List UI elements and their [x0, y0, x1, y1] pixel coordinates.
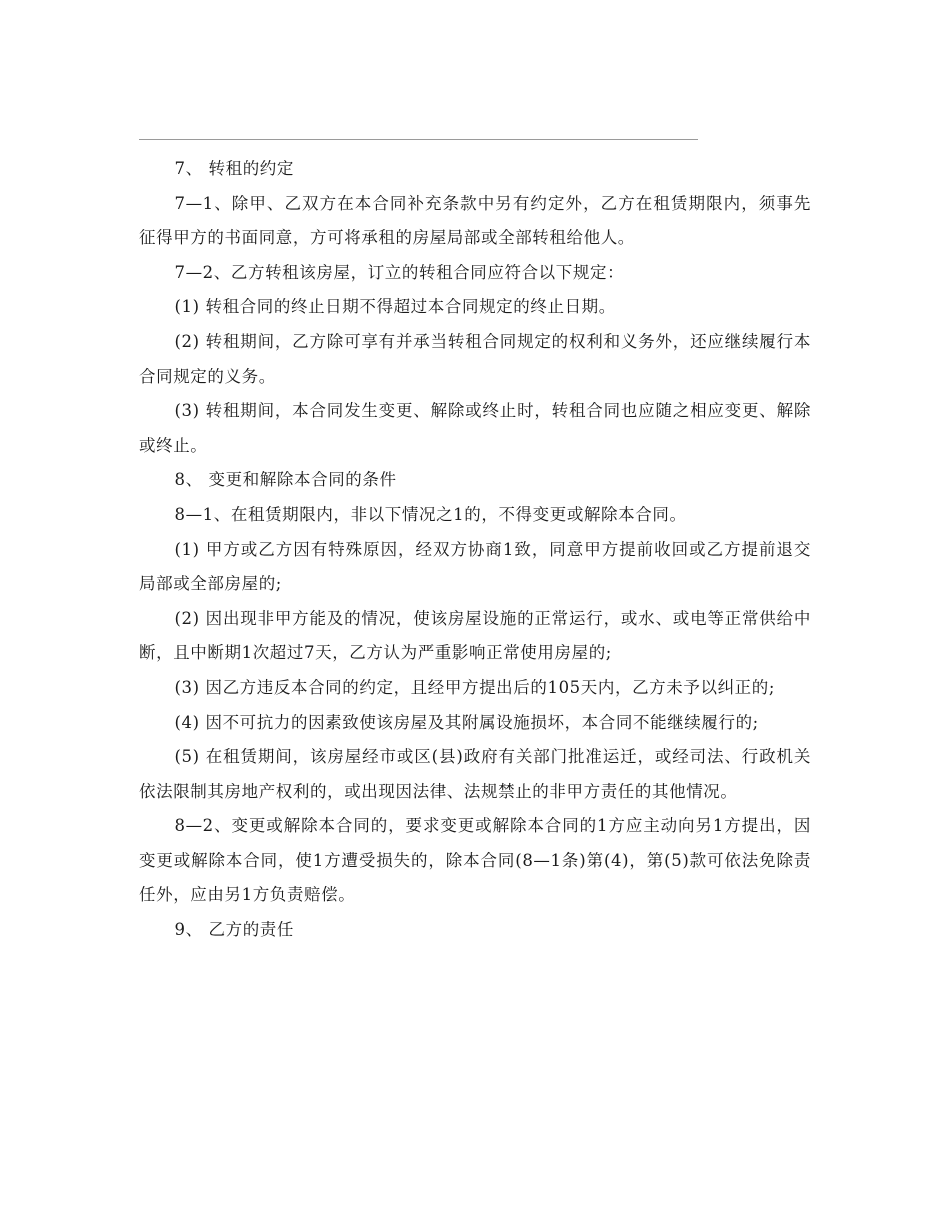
clause-8-1: 8—1、在租赁期限内，非以下情况之1的，不得变更或解除本合同。: [174, 504, 687, 524]
document-body: [139, 152, 811, 948]
section-heading-9: 9、 乙方的责任: [174, 920, 295, 940]
clause-7-2: 7—2、乙方转租该房屋，订立的转租合同应符合以下规定：: [174, 262, 625, 282]
clause-8-1-item-1: (1) 甲方或乙方因有特殊原因，经双方协商1致，同意甲方提前收回或乙方提前退交局部或全部房屋的;: [139, 539, 811, 594]
clause-8-1-item-2: (2) 因出现非甲方能及的情况，使该房屋设施的正常运行，或水、或电等正常供给中断，且中断期1次超过7天，乙方认为严重影响正常使用房屋的;: [139, 608, 811, 663]
header-divider: [139, 139, 698, 140]
clause-7-1: 7—1、除甲、乙双方在本合同补充条款中另有约定外，乙方在租赁期限内，须事先征得甲方的书面同意，方可将承租的房屋局部或全部转租给他人。: [139, 193, 811, 248]
clause-7-2-item-2: (2) 转租期间，乙方除可享有并承当转租合同规定的权利和义务外，还应继续履行本合同规定的义务。: [139, 331, 811, 386]
clause-8-2: 8—2、变更或解除本合同的，要求变更或解除本合同的1方应主动向另1方提出，因变更或解除本合同，使1方遭受损失的，除本合同(8—1条)第(4)，第(5)款可依法免除责任外，应由另1方负责赔偿。: [139, 816, 811, 905]
clause-8-1-item-3: (3) 因乙方违反本合同的约定，且经甲方提出后的105天内，乙方未予以纠正的;: [174, 677, 776, 697]
section-heading-8: 8、 变更和解除本合同的条件: [174, 470, 397, 490]
clause-8-1-item-4: (4) 因不可抗力的因素致使该房屋及其附属设施损坏，本合同不能继续履行的;: [174, 712, 759, 732]
clause-7-2-item-1: (1) 转租合同的终止日期不得超过本合同规定的终止日期。: [174, 297, 616, 317]
clause-7-2-item-3: (3) 转租期间，本合同发生变更、解除或终止时，转租合同也应随之相应变更、解除或终止。: [139, 401, 811, 455]
clause-8-1-item-5: (5) 在租赁期间，该房屋经市或区(县)政府有关部门批准运迁，或经司法、行政机关依法限制其房地产权利的，或出现因法律、法规禁止的非甲方责任的其他情况。: [139, 747, 811, 801]
section-heading-7: 7、 转租的约定: [174, 159, 295, 178]
